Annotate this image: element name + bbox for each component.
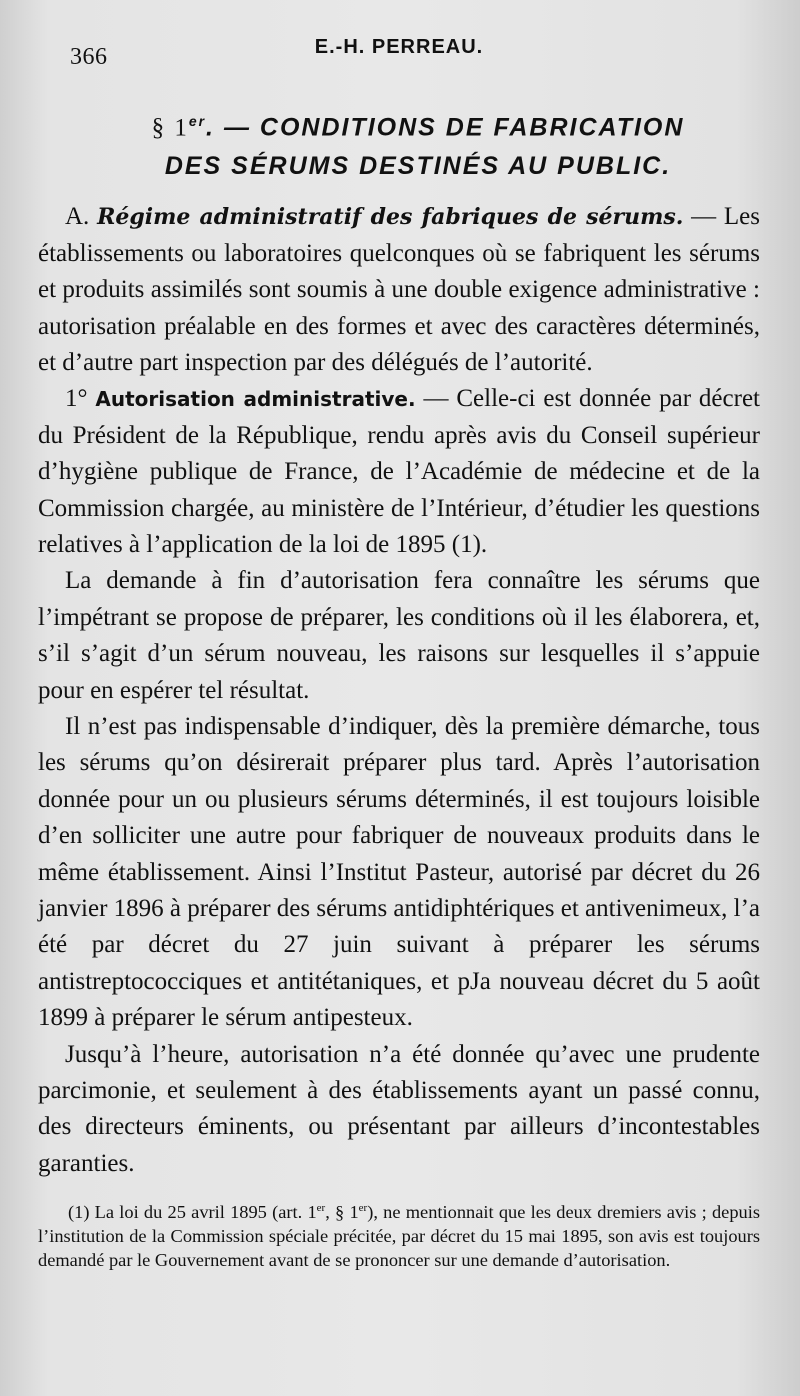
paragraph-regime-text: — Les établissements ou laboratoires quelconques où se fabriquent les sérums et produits assimilés sont soumis à une double exigence administrative : autorisation préalable en des formes et avec des caractères déterminés, et d’autre part inspection par des délégués de l’autorité. [38, 203, 760, 376]
subhead-autorisation: Autorisation administrative. [95, 387, 416, 412]
running-head: E.-H. PERREAU. [314, 36, 484, 58]
page-number: 366 [70, 44, 108, 70]
footnote [38, 1196, 760, 1272]
paragraph-regime [38, 199, 760, 381]
section-sign-superscript: er [188, 113, 207, 129]
footnote-part-c: ), ne mentionnait que les deux dremiers avis ; depuis l’institution de la Commission spéciale précitée, par décret du 15 mai 1895, son avis est toujours demandé par le Gouvernement avant de se prononcer sur une demande d’autorisation. [38, 1202, 760, 1271]
subhead-number: 1° [65, 385, 96, 413]
paragraph-autorisation-text: — Celle-ci est donnée par décret du Président de la République, rendu après avis du Conseil supérieur d’hygiène publique de France, de l’Académie de médecine et de la Commission chargée, au ministère de l’Intérieur, d’étudier les questions relatives à l’application de la loi de 1895 (1). [38, 385, 760, 558]
section-title-text-1: . — CONDITIONS DE FABRICATION [206, 113, 685, 142]
subhead-regime: Régime administratif des fabriques de sérums. [97, 204, 684, 231]
page-header [38, 0, 760, 90]
footnote-part-a: (1) La loi du 25 avril 1895 (art. 1 [68, 1202, 317, 1223]
footnote-sup-1: er [316, 1202, 326, 1215]
section-title-line-2: DES SÉRUMS DESTINÉS AU PUBLIC. [164, 152, 672, 181]
footnote-text [38, 1196, 760, 1272]
body-text [38, 199, 760, 1182]
section-sign: § 1 [151, 114, 189, 142]
paragraph-indispensable: Il n’est pas indispensable d’indiquer, dès la première démarche, tous les sérums qu’on désirerait préparer plus tard. Après l’autorisation donnée pour un ou plusieurs sérums déterminés, il est toujours loisible d’en solliciter une autre pour fabriquer de nouveaux produits dans le même établissement. Ainsi l’Institut Pasteur, autorisé par décret du 26 janvier 1896 à préparer des sérums antidiphtériques et antivenimeux, l’a été par décret du 27 juin suivant à préparer les sérums antistreptococciques et antitétaniques, et pJa nouveau décret du 5 août 1899 à préparer le sérum antipesteux. [38, 713, 760, 1032]
section-title [88, 102, 748, 185]
subhead-letter: A. [65, 203, 90, 231]
paragraph-demande: La demande à fin d’autorisation fera connaître les sérums que l’impétrant se propose de préparer, les conditions où il les élaborera, et, s’il s’agit d’un sérum nouveau, les raisons sur lesquelles il s’appuie pour en espérer tel résultat. [38, 567, 760, 704]
footnote-sup-2: er [358, 1202, 368, 1215]
footnote-part-b: , § 1 [325, 1202, 359, 1223]
paragraph-autorisation [38, 381, 760, 563]
paragraph-parcimonie: Jusqu’à l’heure, autorisation n’a été donnée qu’avec une prudente parcimonie, et seulement à des établissements ayant un passé connu, des directeurs éminents, ou présentant par ailleurs d’incontestables garanties. [38, 1040, 760, 1177]
section-title-line-1 [88, 102, 748, 147]
